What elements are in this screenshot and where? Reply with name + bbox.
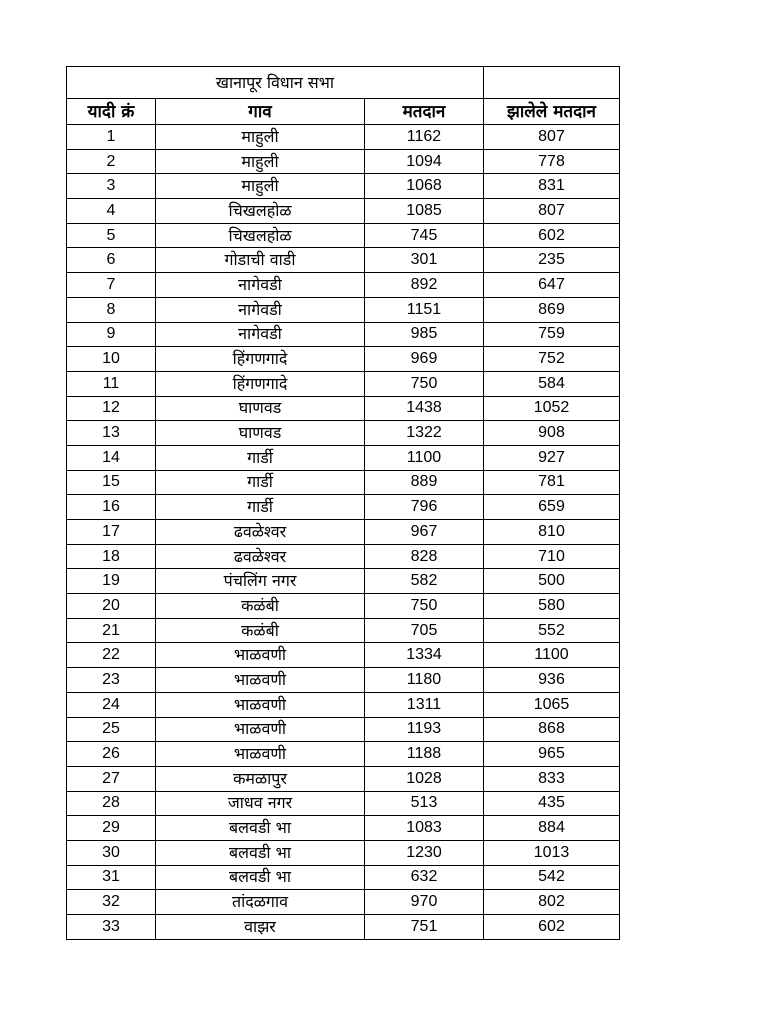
table-row [67,618,620,643]
turnout-cell: 580 [484,594,620,619]
row-number-cell: 9 [67,322,156,347]
village-cell: भाळवणी [156,643,365,668]
turnout-cell: 602 [484,915,620,940]
turnout-cell: 908 [484,421,620,446]
table-row [67,174,620,199]
voters-cell: 1085 [365,199,484,224]
turnout-cell: 833 [484,766,620,791]
header-village: गाव [156,99,365,125]
village-cell: माहुली [156,125,365,150]
turnout-cell: 869 [484,297,620,322]
voters-cell: 1193 [365,717,484,742]
voters-cell: 750 [365,371,484,396]
row-number-cell: 8 [67,297,156,322]
turnout-cell: 1065 [484,692,620,717]
table-row [67,742,620,767]
row-number-cell: 18 [67,544,156,569]
turnout-cell: 235 [484,248,620,273]
voters-cell: 513 [365,791,484,816]
voters-cell: 1068 [365,174,484,199]
table-row [67,668,620,693]
row-number-cell: 17 [67,520,156,545]
village-cell: बलवडी भा [156,840,365,865]
turnout-cell: 810 [484,520,620,545]
voters-cell: 1322 [365,421,484,446]
turnout-cell: 965 [484,742,620,767]
village-cell: माहुली [156,174,365,199]
table-row [67,223,620,248]
village-cell: नागेवडी [156,273,365,298]
table-row [67,544,620,569]
village-cell: बलवडी भा [156,865,365,890]
row-number-cell: 5 [67,223,156,248]
turnout-cell: 868 [484,717,620,742]
title-empty-cell [484,67,620,99]
table-body [67,125,620,940]
voters-cell: 582 [365,569,484,594]
turnout-cell: 807 [484,199,620,224]
voters-cell: 967 [365,520,484,545]
row-number-cell: 22 [67,643,156,668]
table-row [67,371,620,396]
table-row [67,273,620,298]
voters-cell: 889 [365,470,484,495]
table-row [67,692,620,717]
row-number-cell: 10 [67,347,156,372]
village-cell: भाळवणी [156,717,365,742]
row-number-cell: 28 [67,791,156,816]
voters-cell: 1334 [365,643,484,668]
row-number-cell: 12 [67,396,156,421]
turnout-cell: 778 [484,149,620,174]
voters-cell: 796 [365,495,484,520]
voters-cell: 750 [365,594,484,619]
table-row [67,840,620,865]
village-cell: बलवडी भा [156,816,365,841]
turnout-cell: 602 [484,223,620,248]
row-number-cell: 16 [67,495,156,520]
voters-cell: 1151 [365,297,484,322]
village-cell: माहुली [156,149,365,174]
table-row [67,816,620,841]
table-row [67,865,620,890]
turnout-cell: 1100 [484,643,620,668]
voters-cell: 1438 [365,396,484,421]
table-row [67,421,620,446]
voters-cell: 1094 [365,149,484,174]
row-number-cell: 30 [67,840,156,865]
row-number-cell: 7 [67,273,156,298]
row-number-cell: 4 [67,199,156,224]
village-cell: चिखलहोळ [156,223,365,248]
row-number-cell: 19 [67,569,156,594]
sheet-title: खानापूर विधान सभा [67,67,484,99]
turnout-cell: 936 [484,668,620,693]
turnout-cell: 831 [484,174,620,199]
row-number-cell: 15 [67,470,156,495]
row-number-cell: 26 [67,742,156,767]
row-number-cell: 1 [67,125,156,150]
voters-cell: 1083 [365,816,484,841]
row-number-cell: 14 [67,445,156,470]
voters-cell: 632 [365,865,484,890]
table-row [67,766,620,791]
turnout-cell: 584 [484,371,620,396]
turnout-cell: 759 [484,322,620,347]
voters-cell: 892 [365,273,484,298]
row-number-cell: 32 [67,890,156,915]
turnout-cell: 542 [484,865,620,890]
table-row [67,125,620,150]
table-row [67,791,620,816]
turnout-cell: 710 [484,544,620,569]
row-number-cell: 3 [67,174,156,199]
row-number-cell: 29 [67,816,156,841]
row-number-cell: 24 [67,692,156,717]
table-row [67,520,620,545]
table-row [67,594,620,619]
row-number-cell: 23 [67,668,156,693]
turnout-cell: 1013 [484,840,620,865]
header-row [67,99,620,125]
row-number-cell: 31 [67,865,156,890]
table-row [67,643,620,668]
village-cell: घाणवड [156,421,365,446]
row-number-cell: 2 [67,149,156,174]
village-cell: ढवळेश्वर [156,544,365,569]
row-number-cell: 21 [67,618,156,643]
turnout-cell: 781 [484,470,620,495]
village-cell: भाळवणी [156,742,365,767]
village-cell: गार्डी [156,470,365,495]
village-cell: तांदळगाव [156,890,365,915]
table-row [67,248,620,273]
table-row [67,915,620,940]
row-number-cell: 13 [67,421,156,446]
voting-data-table [66,66,620,940]
turnout-cell: 884 [484,816,620,841]
header-voters: मतदान [365,99,484,125]
turnout-cell: 807 [484,125,620,150]
table-row [67,322,620,347]
voters-cell: 969 [365,347,484,372]
voters-cell: 1180 [365,668,484,693]
turnout-cell: 802 [484,890,620,915]
voters-cell: 1100 [365,445,484,470]
row-number-cell: 6 [67,248,156,273]
table-row [67,445,620,470]
turnout-cell: 647 [484,273,620,298]
turnout-cell: 659 [484,495,620,520]
village-cell: भाळवणी [156,668,365,693]
voters-cell: 1311 [365,692,484,717]
village-cell: चिखलहोळ [156,199,365,224]
table-row [67,890,620,915]
village-cell: वाझर [156,915,365,940]
turnout-cell: 500 [484,569,620,594]
turnout-cell: 1052 [484,396,620,421]
village-cell: जाधव नगर [156,791,365,816]
voters-cell: 985 [365,322,484,347]
village-cell: भाळवणी [156,692,365,717]
table-row [67,717,620,742]
village-cell: नागेवडी [156,297,365,322]
voters-cell: 1188 [365,742,484,767]
turnout-cell: 927 [484,445,620,470]
row-number-cell: 11 [67,371,156,396]
table-row [67,470,620,495]
voters-cell: 745 [365,223,484,248]
village-cell: गार्डी [156,445,365,470]
row-number-cell: 33 [67,915,156,940]
village-cell: हिंगणगादे [156,371,365,396]
voters-cell: 828 [365,544,484,569]
table-row [67,569,620,594]
title-row [67,67,620,99]
village-cell: गार्डी [156,495,365,520]
village-cell: नागेवडी [156,322,365,347]
village-cell: कळंबी [156,594,365,619]
voters-cell: 301 [365,248,484,273]
village-cell: ढवळेश्वर [156,520,365,545]
table-row [67,396,620,421]
village-cell: घाणवड [156,396,365,421]
village-cell: पंचलिंग नगर [156,569,365,594]
row-number-cell: 27 [67,766,156,791]
voters-cell: 751 [365,915,484,940]
village-cell: कमळापुर [156,766,365,791]
village-cell: कळंबी [156,618,365,643]
turnout-cell: 552 [484,618,620,643]
table-row [67,297,620,322]
voters-cell: 1230 [365,840,484,865]
row-number-cell: 20 [67,594,156,619]
turnout-cell: 435 [484,791,620,816]
header-serial: यादी क्रं [67,99,156,125]
turnout-cell: 752 [484,347,620,372]
table-row [67,495,620,520]
voters-cell: 1028 [365,766,484,791]
table-row [67,199,620,224]
table-row [67,149,620,174]
table-row [67,347,620,372]
voters-cell: 1162 [365,125,484,150]
voters-cell: 970 [365,890,484,915]
village-cell: गोडाची वाडी [156,248,365,273]
village-cell: हिंगणगादे [156,347,365,372]
voters-cell: 705 [365,618,484,643]
header-turnout: झालेले मतदान [484,99,620,125]
row-number-cell: 25 [67,717,156,742]
